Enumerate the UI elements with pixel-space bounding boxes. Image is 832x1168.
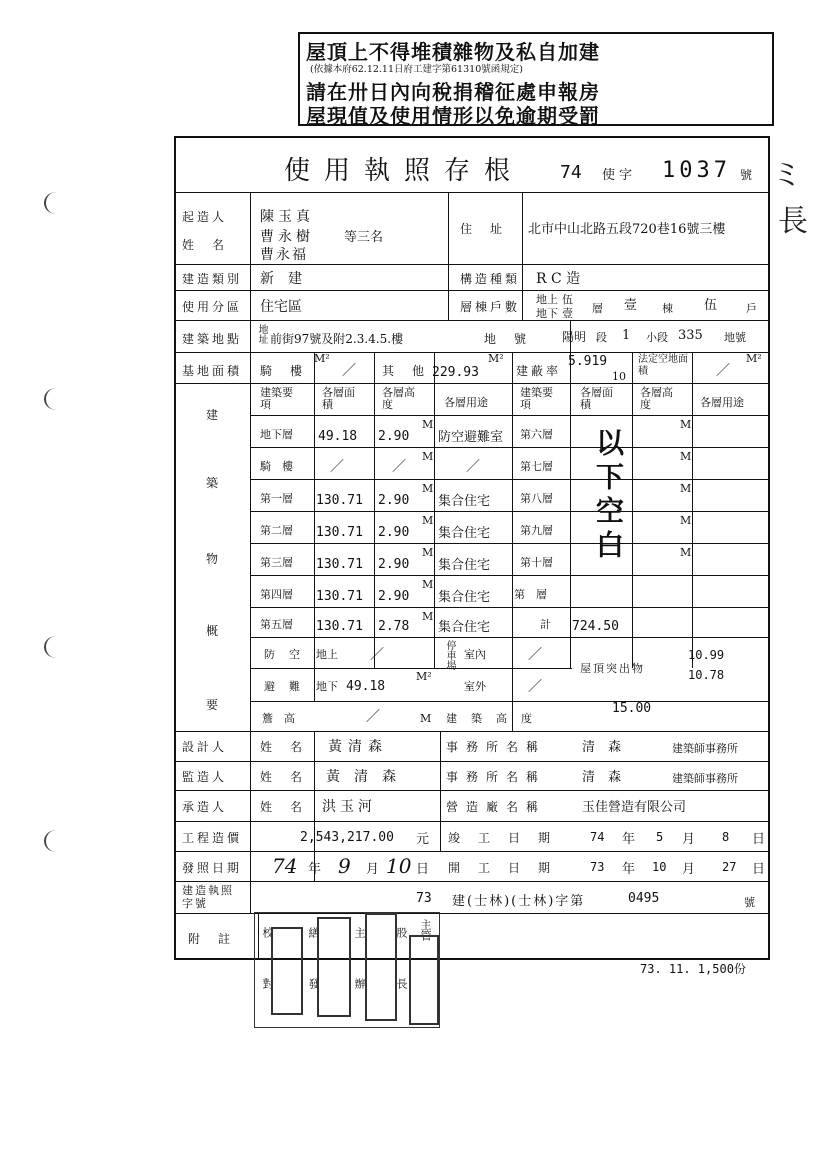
planned-open-value: ／ xyxy=(716,363,730,379)
above-ground-value: 伍 xyxy=(562,293,573,306)
floor-item: 騎 樓 xyxy=(260,460,293,473)
floor-item: 第四層 xyxy=(260,588,293,601)
right-edge-fragment: ミ xyxy=(772,158,802,193)
floor-item: 第一層 xyxy=(260,492,293,505)
designer-office-label: 事務所名稱 xyxy=(446,740,547,754)
start-date-label: 開 工 日 期 xyxy=(448,861,554,875)
floor-height: 2.78 xyxy=(378,619,410,634)
floor-area: 130.71 xyxy=(316,589,363,604)
floor-use: 集合住宅 xyxy=(438,526,491,541)
designer-name: 黃清森 xyxy=(328,739,388,755)
col-header-use-left: 各層用途 xyxy=(444,396,488,409)
completion-day: 8 xyxy=(722,830,730,844)
col-header-use-right: 各層用途 xyxy=(700,396,744,409)
overview-side-label-1: 建 xyxy=(206,408,222,422)
m-unit: M xyxy=(422,514,434,527)
structure-value: R C 造 xyxy=(536,271,581,287)
floor-height: 2.90 xyxy=(378,493,410,508)
permit-number: 1037 xyxy=(662,158,731,183)
lot-subsection-unit: 小段 xyxy=(646,331,668,344)
designer-label: 設計人 xyxy=(182,740,228,754)
owner-name-2: 曹永樹 xyxy=(260,229,314,245)
issue-year: 74 xyxy=(272,854,298,878)
seal-stamp xyxy=(317,917,351,1017)
floor-height: 2.90 xyxy=(378,557,410,572)
cost-label: 工程造價 xyxy=(182,831,243,845)
parking-outdoor-label: 室外 xyxy=(464,680,486,693)
floor-item: 地下層 xyxy=(260,428,293,441)
m-unit: M xyxy=(422,578,434,591)
contractor-company: 玉佳營造有限公司 xyxy=(582,800,687,815)
other-value: 229.93 xyxy=(432,365,479,380)
designer-name-label: 姓 名 xyxy=(260,740,306,754)
notice-line-3: 請在卅日內向稅捐稽征處申報房 xyxy=(306,80,600,104)
m-unit: M xyxy=(680,418,692,431)
start-day: 27 xyxy=(722,860,737,874)
supervisor-name-label: 姓 名 xyxy=(260,770,306,784)
m-unit: M xyxy=(680,546,692,559)
zoning-label: 使用分區 xyxy=(182,300,243,314)
print-info: 73. 11. 1,500份 xyxy=(640,962,746,976)
building-height-label: 建築高度 xyxy=(446,712,546,725)
issue-date-label: 發照日期 xyxy=(182,861,243,875)
permit-ref-text: 建(士林)(士林)字第 xyxy=(452,894,586,909)
supervisor-label: 監造人 xyxy=(182,770,228,784)
stamp-label-director: 主管 xyxy=(419,919,432,941)
start-month-unit: 月 xyxy=(682,862,696,877)
m-unit: M xyxy=(680,482,692,495)
m-unit: M xyxy=(422,546,434,559)
notes-label: 附 註 xyxy=(188,932,234,946)
household-unit: 戶 xyxy=(746,302,757,315)
completion-date-label: 竣 工 日 期 xyxy=(448,831,554,845)
col-header-item-left: 建築要項 xyxy=(260,386,293,411)
col-header-area-right: 各層面積 xyxy=(580,386,613,411)
blank-note: 以下空白 xyxy=(592,428,625,564)
col-header-height-right: 各層高度 xyxy=(640,386,673,411)
start-year-unit: 年 xyxy=(622,862,636,877)
m-unit: M xyxy=(680,450,692,463)
floor-area: 130.71 xyxy=(316,619,363,634)
notice-line-2: (依據本府62.12.11日府工建字第61310號函規定) xyxy=(310,64,523,75)
supervisor-name: 黃 清 森 xyxy=(326,769,396,785)
arcade-value: ／ xyxy=(342,363,356,379)
roof-value-1: 10.99 xyxy=(688,648,725,662)
contractor-name-label: 姓 名 xyxy=(260,800,306,814)
issue-day: 10 xyxy=(386,854,412,878)
roof-value-2: 10.78 xyxy=(688,668,725,682)
contractor-company-label: 營造廠名稱 xyxy=(446,800,547,814)
completion-year: 74 xyxy=(590,830,605,844)
overview-side-label-3: 物 xyxy=(206,552,222,566)
floor-area: 130.71 xyxy=(316,493,363,508)
shelter-below-value: 49.18 xyxy=(346,679,386,694)
category-value: 新 建 xyxy=(260,271,302,287)
roof-label: 屋頂突出物 xyxy=(580,662,645,675)
issue-month-unit: 月 xyxy=(366,862,380,877)
permit-ref-year: 73 xyxy=(416,891,432,906)
floor-height: 2.90 xyxy=(378,525,410,540)
floor-use: 集合住宅 xyxy=(438,494,491,509)
notice-stamp xyxy=(298,32,774,126)
permit-year: 74 xyxy=(560,162,582,183)
owner-label-b: 姓 名 xyxy=(182,238,228,252)
planned-open-label: 法定空地面積 xyxy=(638,354,688,377)
punch-hole-4 xyxy=(44,830,68,852)
owner-label-a: 起造人 xyxy=(182,210,228,224)
above-ground-label: 地上 xyxy=(536,293,558,306)
cost-unit: 元 xyxy=(416,832,430,847)
floor-use: ／ xyxy=(466,459,480,475)
lot-subsection: 1 xyxy=(622,328,631,343)
supervisor-office-suffix: 建築師事務所 xyxy=(672,772,738,785)
permit-ref-suffix: 號 xyxy=(744,896,755,909)
shelter-label-a: 防空 xyxy=(264,648,314,661)
lot-number-unit: 地號 xyxy=(724,331,746,344)
floor-height: 2.90 xyxy=(378,589,410,604)
floor-area: 49.18 xyxy=(318,429,358,444)
issue-month: 9 xyxy=(338,854,351,878)
seal-stamp xyxy=(271,927,303,1015)
below-ground-value: 壹 xyxy=(562,307,573,320)
floor-item: 第三層 xyxy=(260,556,293,569)
coverage-value: 5.919 xyxy=(568,354,608,369)
supervisor-office: 清 森 xyxy=(582,770,622,785)
permit-suffix: 號 xyxy=(740,168,753,182)
start-day-unit: 日 xyxy=(752,862,766,877)
floor-item-right: 計 xyxy=(540,618,551,631)
parking-outdoor-value: ／ xyxy=(528,679,542,695)
lot-label: 地 號 xyxy=(484,332,530,346)
right-edge-fragment: 長 xyxy=(778,204,808,239)
notice-line-4: 屋現值及使用情形以免逾期受罰 xyxy=(306,104,600,128)
contractor-label: 承造人 xyxy=(182,800,228,814)
eave-label: 簷 高 xyxy=(262,712,295,725)
seal-stamp xyxy=(409,935,439,1025)
approval-stamp-block xyxy=(254,912,440,1028)
notice-line-1: 屋頂上不得堆積雜物及私自加建 xyxy=(306,40,600,64)
stamp-label-proofread: 校對 xyxy=(261,927,274,1029)
owner-name-3: 曹永福 xyxy=(260,247,308,263)
site-label: 建築地點 xyxy=(182,332,243,346)
shelter-below-label: 地下 xyxy=(316,680,338,693)
punch-hole-3 xyxy=(44,636,68,658)
floor-item-right: 第六層 xyxy=(520,428,553,441)
other-label: 其 他 xyxy=(382,364,428,378)
stamp-label-handler: 主辦 xyxy=(353,927,366,1029)
floor-use: 集合住宅 xyxy=(438,590,491,605)
floor-area: 130.71 xyxy=(316,525,363,540)
col-header-area-left: 各層面積 xyxy=(322,386,355,411)
start-year: 73 xyxy=(590,860,605,874)
building-unit: 棟 xyxy=(662,302,673,315)
parking-indoor-value: ／ xyxy=(528,647,542,663)
m-unit: M xyxy=(422,450,434,463)
shelter-unit: M² xyxy=(416,670,432,683)
building-count: 壹 xyxy=(624,298,638,313)
floor-item-right: 第 層 xyxy=(514,588,547,601)
lot-section: 陽明 xyxy=(562,330,587,344)
planned-open-unit: M² xyxy=(746,352,762,365)
parking-label: 停車場 xyxy=(444,640,455,670)
floor-use: 防空避難室 xyxy=(438,430,504,445)
form-title: 使用執照存根 xyxy=(284,156,525,186)
issue-day-unit: 日 xyxy=(416,862,430,877)
completion-month: 5 xyxy=(656,830,664,844)
floor-height: ／ xyxy=(392,459,406,475)
owner-name-2-suffix: 等三名 xyxy=(344,230,384,245)
other-unit: M² xyxy=(488,352,504,365)
overview-side-label-2: 築 xyxy=(206,476,222,490)
floor-area: 130.71 xyxy=(316,557,363,572)
supervisor-office-label: 事務所名稱 xyxy=(446,770,547,784)
overview-side-label-5: 要 xyxy=(206,698,222,712)
building-height-value: 15.00 xyxy=(612,701,652,716)
lot-section-unit: 段 xyxy=(596,331,607,344)
zoning-value: 住宅區 xyxy=(260,299,302,315)
eave-value: ／ xyxy=(366,709,380,725)
floor-use: 集合住宅 xyxy=(438,558,491,573)
completion-year-unit: 年 xyxy=(622,832,636,847)
start-month: 10 xyxy=(652,860,667,874)
floor-area: ／ xyxy=(330,459,344,475)
permit-label: 建造執照字號 xyxy=(182,884,234,910)
lot-number: 335 xyxy=(678,328,703,343)
coverage-label: 建蔽率 xyxy=(516,364,562,378)
floor-item: 第二層 xyxy=(260,524,293,537)
floor-item: 第五層 xyxy=(260,618,293,631)
structure-label: 構造種類 xyxy=(460,272,521,286)
site-address: 前街97號及附2.3.4.5.樓 xyxy=(270,332,404,346)
floor-use: 集合住宅 xyxy=(438,620,491,635)
m-unit: M xyxy=(422,418,434,431)
permit-prefix: 使字 xyxy=(602,168,637,183)
floor-height: 2.90 xyxy=(378,429,410,444)
m-unit: M xyxy=(680,514,692,527)
floor-item-right: 第八層 xyxy=(520,492,553,505)
issue-year-unit: 年 xyxy=(308,862,322,877)
site-address-label: 地址 xyxy=(256,324,267,344)
eave-unit: M xyxy=(420,712,432,725)
stamp-label-chief: 股長 xyxy=(395,927,408,1029)
owner-name-1: 陳玉真 xyxy=(260,209,314,225)
permit-ref-number: 0495 xyxy=(628,891,660,906)
shelter-above-label: 地上 xyxy=(316,648,338,661)
completion-day-unit: 日 xyxy=(752,832,766,847)
floor-unit: 層 xyxy=(592,302,603,315)
completion-month-unit: 月 xyxy=(682,832,696,847)
designer-office-suffix: 建築師事務所 xyxy=(672,742,738,755)
floor-item-right: 第十層 xyxy=(520,556,553,569)
coverage-sub: 10 xyxy=(612,370,626,383)
m-unit: M xyxy=(422,610,434,623)
floors-label: 層棟戶數 xyxy=(460,300,521,314)
stamp-label-issue: 繕發 xyxy=(307,927,320,1029)
floor-item-right: 第七層 xyxy=(520,460,553,473)
owner-address: 北市中山北路五段720巷16號三樓 xyxy=(528,222,726,237)
m-unit: M xyxy=(422,482,434,495)
contractor-name: 洪玉河 xyxy=(322,799,376,815)
col-header-item-right: 建築要項 xyxy=(520,386,553,411)
designer-office: 清 森 xyxy=(582,740,622,755)
household-count: 伍 xyxy=(704,298,718,313)
category-label: 建造類別 xyxy=(182,272,243,286)
seal-stamp xyxy=(365,913,397,1021)
permit-stub-form xyxy=(174,136,770,960)
arcade-unit: M² xyxy=(314,352,330,365)
owner-address-label: 住 址 xyxy=(460,222,506,236)
total-area: 724.50 xyxy=(572,619,619,634)
parking-indoor-label: 室內 xyxy=(464,648,486,661)
punch-hole-1 xyxy=(44,192,68,214)
arcade-label: 騎 樓 xyxy=(260,364,306,378)
col-header-height-left: 各層高度 xyxy=(382,386,415,411)
shelter-label-b: 避難 xyxy=(264,680,314,693)
base-area-label: 基地面積 xyxy=(182,364,243,378)
punch-hole-2 xyxy=(44,388,68,410)
shelter-above-value: ／ xyxy=(370,647,384,663)
below-ground-label: 地下 xyxy=(536,307,558,320)
floor-item-right: 第九層 xyxy=(520,524,553,537)
cost-value: 2,543,217.00 xyxy=(300,830,394,845)
overview-side-label-4: 概 xyxy=(206,624,222,638)
